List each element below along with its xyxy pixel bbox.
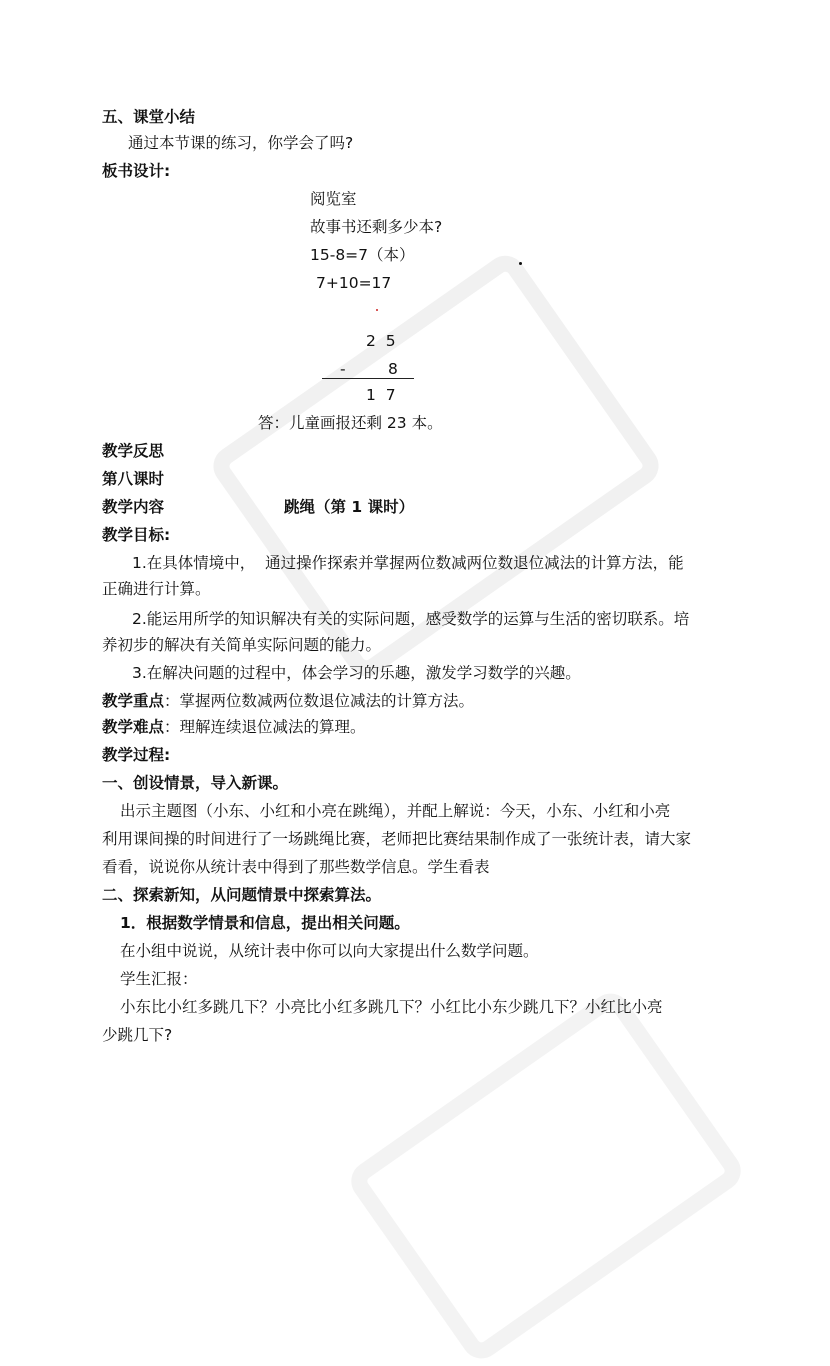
board-line-4: 7+10=17 <box>316 274 392 292</box>
calc-subtrahend: 8 <box>388 360 398 378</box>
board-design-title: 板书设计: <box>102 162 171 180</box>
section-one-title: 一、创设情景，导入新课。 <box>102 774 289 792</box>
teaching-content-label: 教学内容 <box>102 498 165 516</box>
red-dot-mark <box>376 309 378 311</box>
goal-2-line-1: 2.能运用所学的知识解决有关的实际问题，感受数学的运算与生活的密切联系。培 <box>132 610 690 628</box>
goal-2-line-2: 养初步的解决有关简单实际问题的能力。 <box>102 636 382 654</box>
goal-3-line: 3.在解决问题的过程中，体会学习的乐趣，激发学习数学的兴趣。 <box>132 664 581 682</box>
key-point-line <box>102 690 474 712</box>
section-two-title: 二、探索新知，从问题情景中探索算法。 <box>102 886 382 904</box>
calc-top-number: 2 5 <box>366 332 396 350</box>
section-two-para-1: 在小组中说说，从统计表中你可以向大家提出什么数学问题。 <box>120 942 539 960</box>
section-one-para-2: 利用课间操的时间进行了一场跳绳比赛，老师把比赛结果制作成了一张统计表，请大家 <box>102 830 692 848</box>
key-point-text: ：掌握两位数减两位数退位减法的计算方法。 <box>164 692 475 710</box>
calc-minus-sign: - <box>340 360 346 378</box>
section-one-para-1: 出示主题图（小东、小红和小亮在跳绳），并配上解说：今天，小东、小红和小亮 <box>120 802 671 820</box>
calc-divider-line <box>322 378 414 379</box>
watermark-logo <box>343 986 748 1366</box>
teaching-goals-title: 教学目标: <box>102 526 171 544</box>
section-two-para-2: 学生汇报： <box>120 970 198 988</box>
section-two-subtitle: 1．根据数学情景和信息，提出相关问题。 <box>120 914 410 932</box>
calc-result: 1 7 <box>366 386 396 404</box>
goal-1-line-2: 正确进行计算。 <box>102 580 211 598</box>
lesson-eight-title: 第八课时 <box>102 470 165 488</box>
difficulty-line <box>102 716 366 738</box>
section-five-text: 通过本节课的练习，你学会了吗? <box>128 134 354 152</box>
key-point-label: 教学重点 <box>102 692 165 710</box>
answer-line: 答：儿童画报还剩 23 本。 <box>258 414 443 432</box>
section-two-question-2: 少跳几下? <box>102 1026 173 1044</box>
teaching-process-title: 教学过程: <box>102 746 171 764</box>
section-five-title: 五、课堂小结 <box>102 108 196 126</box>
board-line-3: 15-8=7（本） <box>310 246 415 264</box>
goal-1-line-1: 1.在具体情境中， 通过操作探索并掌握两位数减两位数退位减法的计算方法，能 <box>132 554 684 572</box>
dot-mark <box>519 262 522 265</box>
teaching-content-value: 跳绳（第 1 课时） <box>284 498 415 516</box>
difficulty-label: 教学难点 <box>102 718 165 736</box>
teaching-reflection-title: 教学反思 <box>102 442 165 460</box>
section-two-question-1: 小东比小红多跳几下？小亮比小红多跳几下？小红比小东少跳几下？小红比小亮 <box>120 998 663 1016</box>
board-line-1: 阅览室 <box>310 190 357 208</box>
board-line-2: 故事书还剩多少本? <box>310 218 443 236</box>
difficulty-text: ：理解连续退位减法的算理。 <box>164 718 366 736</box>
section-one-para-3: 看看，说说你从统计表中得到了那些数学信息。学生看表 <box>102 858 490 876</box>
